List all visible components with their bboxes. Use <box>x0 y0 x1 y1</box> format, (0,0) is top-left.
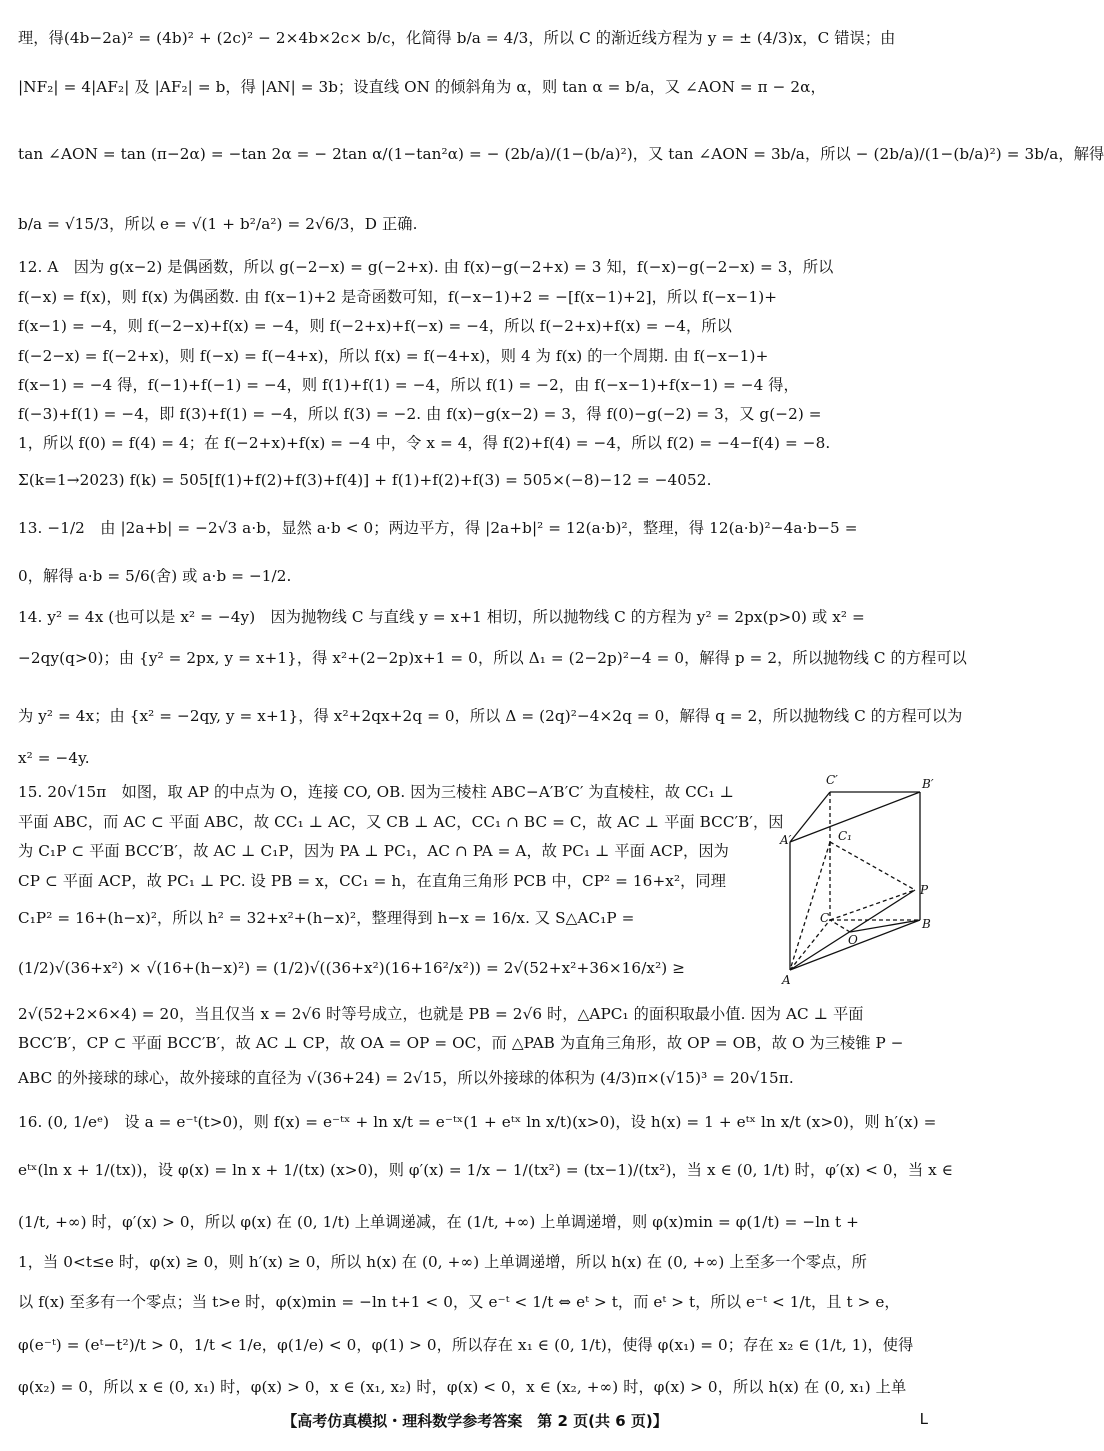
text-line: f(−3)+f(1) = −4，即 f(3)+f(1) = −4，所以 f(3) = −2. 由 f(x)−g(x−2) = 3，得 f(0)−g(−2) = 3，又 g(−2) = <box>18 405 822 423</box>
text-line: CP ⊂ 平面 ACP，故 PC₁ ⊥ PC. 设 PB = x，CC₁ = h，在直角三角形 PCB 中，CP² = 16+x²，同理 <box>18 872 726 890</box>
text-line: (1/2)√(36+x²) × √(16+(h−x)²) = (1/2)√((36+x²)(16+16²/x²)) = 2√(52+x²+36×16/x²) ≥ <box>18 959 686 977</box>
text-line: −2qy(q>0)；由 {y² = 2px, y = x+1}，得 x²+(2−2p)x+1 = 0，所以 Δ₁ = (2−2p)²−4 = 0，解得 p = 2，所以抛物线 C 的方程可以 <box>18 649 967 667</box>
text-line: 平面 ABC，而 AC ⊂ 平面 ABC，故 CC₁ ⊥ AC，又 CB ⊥ AC，CC₁ ∩ BC = C，故 AC ⊥ 平面 BCC′B′，因 <box>18 813 784 831</box>
text-line: BCC′B′，CP ⊂ 平面 BCC′B′，故 AC ⊥ CP，故 OA = OP = OC，而 △PAB 为直角三角形，故 OP = OB，故 O 为三棱锥 P − <box>18 1034 904 1052</box>
label-c: C <box>820 911 830 925</box>
text-line: (1/t, +∞) 时，φ′(x) > 0，所以 φ(x) 在 (0, 1/t) 上单调递减，在 (1/t, +∞) 上单调递增，则 φ(x)min = φ(1/t) = −ln t + <box>18 1213 859 1231</box>
text-line: |NF₂| = 4|AF₂| 及 |AF₂| = b，得 |AN| = 3b；设直线 ON 的倾斜角为 α，则 tan α = b/a，又 ∠AON = π − 2α， <box>18 78 826 96</box>
page-footer <box>0 1410 950 1431</box>
text-line: 0，解得 a·b = 5/6(舍) 或 a·b = −1/2. <box>18 567 292 585</box>
label-p: P <box>920 883 929 897</box>
label-c1: C₁ <box>838 829 852 843</box>
answer-15: 15. 20√15π 如图，取 AP 的中点为 O，连接 CO, OB. 因为三棱柱 ABC−A′B′C′ 为直棱柱，故 CC₁ ⊥ <box>18 783 735 801</box>
text-line: 以 f(x) 至多有一个零点；当 t>e 时，φ(x)min = −ln t+1 < 0，又 e⁻ᵗ < 1/t ⇔ eᵗ > t，而 eᵗ > t，所以 e⁻ᵗ < 1/t，且 t > e， <box>18 1293 900 1311</box>
answer-12: 12. A 因为 g(x−2) 是偶函数，所以 g(−2−x) = g(−2+x). 由 f(x)−g(−2+x) = 3 知，f(−x)−g(−2−x) = 3，所以 <box>18 258 834 276</box>
answer-14: 14. y² = 4x (也可以是 x² = −4y) 因为抛物线 C 与直线 y = x+1 相切，所以抛物线 C 的方程为 y² = 2px(p>0) 或 x² = <box>18 608 865 626</box>
label-b-prime: B′ <box>922 777 934 791</box>
prism-figure <box>780 772 938 987</box>
text-line: f(x−1) = −4，则 f(−2−x)+f(x) = −4，则 f(−2+x)+f(−x) = −4，所以 f(−2+x)+f(x) = −4，所以 <box>18 317 732 335</box>
text-line: b/a = √15/3，所以 e = √(1 + b²/a²) = 2√6/3，D 正确. <box>18 215 418 233</box>
sum-line: Σ(k=1→2023) f(k) = 505[f(1)+f(2)+f(3)+f(4)] + f(1)+f(2)+f(3) = 505×(−8)−12 = −4052. <box>18 471 712 489</box>
text-line: 为 C₁P ⊂ 平面 BCC′B′，故 AC ⊥ C₁P，因为 PA ⊥ PC₁，AC ∩ PA = A，故 PC₁ ⊥ 平面 ACP，因为 <box>18 842 729 860</box>
text-line: 2√(52+2×6×4) = 20，当且仅当 x = 2√6 时等号成立，也就是 PB = 2√6 时，△APC₁ 的面积取最小值. 因为 AC ⊥ 平面 <box>18 1005 864 1023</box>
text-line: f(−x) = f(x)，则 f(x) 为偶函数. 由 f(x−1)+2 是奇函数可知，f(−x−1)+2 = −[f(x−1)+2]，所以 f(−x−1)+ <box>18 288 778 306</box>
label-a: A <box>782 973 791 987</box>
label-a-prime: A′ <box>780 833 792 847</box>
text-line: 为 y² = 4x；由 {x² = −2qy, y = x+1}，得 x²+2qx+2q = 0，所以 Δ = (2q)²−4×2q = 0，解得 q = 2，所以抛物线 C 的方程可以为 <box>18 707 963 725</box>
answer-16: 16. (0, 1/eᵉ) 设 a = e⁻ᵗ(t>0)，则 f(x) = e⁻ᵗˣ + ln x/t = e⁻ᵗˣ(1 + eᵗˣ ln x/t)(x>0)，设 h(x) = 1 + eᵗˣ ln x/t (x>0)，则 h′(x) = <box>18 1113 937 1131</box>
text-line: C₁P² = 16+(h−x)²，所以 h² = 32+x²+(h−x)²，整理得到 h−x = 16/x. 又 S△AC₁P = <box>18 909 635 927</box>
text-line: f(−2−x) = f(−2+x)，则 f(−x) = f(−4+x)，所以 f(x) = f(−4+x)，则 4 为 f(x) 的一个周期. 由 f(−x−1)+ <box>18 347 769 365</box>
text-line: 1，所以 f(0) = f(4) = 4；在 f(−2+x)+f(x) = −4 中，令 x = 4，得 f(2)+f(4) = −4，所以 f(2) = −4−f(4) = −8. <box>18 434 831 452</box>
label-b: B <box>922 917 931 931</box>
text-line: ABC 的外接球的球心，故外接球的直径为 √(36+24) = 2√15，所以外接球的体积为 (4/3)π×(√15)³ = 20√15π. <box>18 1069 794 1087</box>
answer-13: 13. −1/2 由 |2a+b| = −2√3 a·b，显然 a·b < 0；两边平方，得 |2a+b|² = 12(a·b)²，整理，得 12(a·b)²−4a·b−5 = <box>18 519 858 537</box>
text-line: x² = −4y. <box>18 749 90 767</box>
label-o: O <box>848 933 858 947</box>
footer-title: 【高考仿真模拟・理科数学参考答案 第 2 页(共 6 页)】 <box>282 1412 668 1430</box>
text-line: 1，当 0<t≤e 时，φ(x) ≥ 0，则 h′(x) ≥ 0，所以 h(x) 在 (0, +∞) 上单调递增，所以 h(x) 在 (0, +∞) 上至多一个零点，所 <box>18 1253 867 1271</box>
text-line: tan ∠AON = tan (π−2α) = −tan 2α = − 2tan α/(1−tan²α) = − (2b/a)/(1−(b/a)²)，又 tan ∠AON = 3b/a，所以 − (2b/a)/(1−(b/a)²) = 3b/a，解得 <box>18 145 1104 163</box>
footer-mark: L <box>919 1410 928 1428</box>
text-line: 理，得(4b−2a)² = (4b)² + (2c)² − 2×4b×2c× b/c，化简得 b/a = 4/3，所以 C 的渐近线方程为 y = ± (4/3)x，C 错误；由 <box>18 29 896 47</box>
text-line: f(x−1) = −4 得，f(−1)+f(−1) = −4，则 f(1)+f(1) = −4，所以 f(1) = −2，由 f(−x−1)+f(x−1) = −4 得， <box>18 376 799 394</box>
label-c-prime: C′ <box>826 773 838 787</box>
text-line: φ(e⁻ᵗ) = (eᵗ−t²)/t > 0，1/t < 1/e，φ(1/e) < 0，φ(1) > 0，所以存在 x₁ ∈ (0, 1/t)，使得 φ(x₁) = 0；存在 x₂ ∈ (1/t, 1)，使得 <box>18 1336 914 1354</box>
text-line: eᵗˣ(ln x + 1/(tx))，设 φ(x) = ln x + 1/(tx) (x>0)，则 φ′(x) = 1/x − 1/(tx²) = (tx−1)/(tx²)，当 x ∈ (0, 1/t) 时，φ′(x) < 0，当 x ∈ <box>18 1161 954 1179</box>
text-line: φ(x₂) = 0，所以 x ∈ (0, x₁) 时，φ(x) > 0，x ∈ (x₁, x₂) 时，φ(x) < 0，x ∈ (x₂, +∞) 时，φ(x) > 0，所以 h(x) 在 (0, x₁) 上单 <box>18 1378 907 1396</box>
